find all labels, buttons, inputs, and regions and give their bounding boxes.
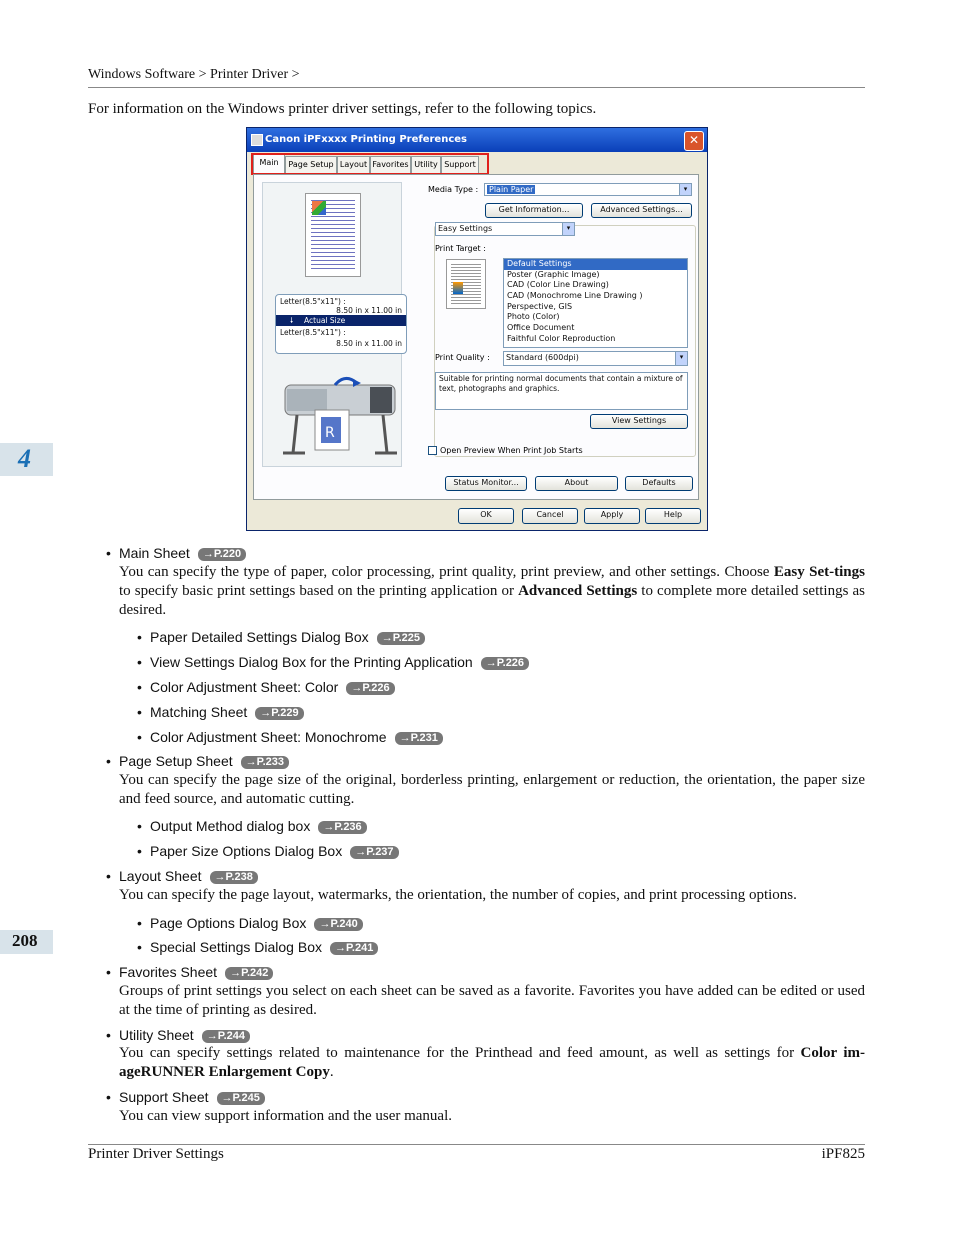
- actual-size-label: Actual Size: [304, 316, 346, 325]
- print-target-preview: [446, 259, 486, 309]
- tab-page-setup[interactable]: Page Setup: [285, 156, 337, 174]
- advanced-settings-button[interactable]: Advanced Settings...: [591, 203, 692, 218]
- ref-link[interactable]: →P.245: [217, 1092, 265, 1105]
- footer-rule: [88, 1144, 865, 1145]
- output-size-dims: 8.50 in x 11.00 in: [336, 339, 402, 348]
- output-size-label: Letter(8.5"x11") :: [280, 328, 346, 337]
- ok-button[interactable]: OK: [458, 508, 514, 524]
- sub-item-output-method: • Output Method dialog box →P.236: [137, 818, 367, 834]
- main-sheet-title: Main Sheet: [119, 545, 190, 561]
- list-item[interactable]: Poster (Graphic Image): [507, 269, 600, 279]
- ref-link[interactable]: →P.244: [202, 1030, 250, 1043]
- main-sheet-description: You can specify the type of paper, color processing, print quality, print preview, and other settings. Choose Easy Set-tings to specify basic print settings based on the printing application or Advanced Settings to complete more detailed settings as desired.: [119, 564, 865, 618]
- ref-link[interactable]: →P.237: [350, 846, 398, 859]
- ref-link[interactable]: →P.226: [481, 657, 529, 670]
- utility-item: • Utility Sheet →P.244: [106, 1027, 250, 1043]
- actual-size-row: [276, 315, 406, 326]
- sub-item-color-adjust-color: • Color Adjustment Sheet: Color →P.226: [137, 679, 395, 695]
- ref-link[interactable]: →P.241: [330, 942, 378, 955]
- sub-item-matching: • Matching Sheet →P.229: [137, 704, 304, 720]
- tab-support[interactable]: Support: [441, 156, 479, 174]
- down-arrow-icon: 🠗: [290, 316, 294, 325]
- about-button[interactable]: About: [535, 476, 618, 491]
- media-type-label: Media Type :: [428, 185, 479, 194]
- chevron-down-icon: ▾: [675, 352, 687, 365]
- tab-utility[interactable]: Utility: [411, 156, 441, 174]
- printer-icon: [251, 134, 263, 146]
- page-number: 208: [12, 931, 38, 950]
- page-setup-description: You can specify the page size of the original, borderless printing, enlargement or reduction, the orientation, the paper size and feed source, and automatic cutting.: [119, 772, 865, 807]
- list-item[interactable]: CAD (Color Line Drawing): [507, 280, 609, 290]
- sub-item-view-settings: • View Settings Dialog Box for the Printing Application →P.226: [137, 654, 529, 670]
- ref-link[interactable]: →P.229: [255, 707, 303, 720]
- print-quality-label: Print Quality :: [435, 353, 490, 362]
- page-setup-item: • Page Setup Sheet →P.233: [106, 753, 289, 769]
- list-item[interactable]: Photo (Color): [507, 312, 560, 322]
- favorites-item: • Favorites Sheet →P.242: [106, 964, 273, 980]
- list-item[interactable]: Perspective, GIS: [507, 301, 573, 311]
- footer-title: Printer Driver Settings: [88, 1146, 224, 1162]
- open-preview-label: Open Preview When Print Job Starts: [440, 446, 583, 455]
- print-quality-select[interactable]: Standard (600dpi) ▾: [503, 351, 688, 366]
- list-item[interactable]: Office Document: [507, 323, 575, 333]
- status-monitor-button[interactable]: Status Monitor...: [445, 476, 527, 491]
- view-settings-button[interactable]: View Settings: [590, 414, 688, 429]
- layout-description: You can specify the page layout, watermarks, the orientation, the number of copies, and print processing options.: [119, 887, 797, 903]
- sub-item-color-adjust-mono: • Color Adjustment Sheet: Monochrome →P.231: [137, 729, 443, 745]
- support-item: • Support Sheet →P.245: [106, 1089, 265, 1105]
- ref-link[interactable]: →P.236: [318, 821, 366, 834]
- help-button[interactable]: Help: [645, 508, 701, 524]
- intro-text: For information on the Windows printer driver settings, refer to the following topics.: [88, 101, 597, 117]
- get-information-button[interactable]: Get Information...: [485, 203, 583, 218]
- page-preview: [305, 193, 361, 277]
- cancel-button[interactable]: Cancel: [522, 508, 578, 524]
- ref-link[interactable]: →P.231: [395, 732, 443, 745]
- list-item[interactable]: CAD (Monochrome Line Drawing ): [507, 291, 643, 301]
- tab-layout[interactable]: Layout: [337, 156, 370, 174]
- layout-item: • Layout Sheet →P.238: [106, 868, 258, 884]
- open-preview-checkbox[interactable]: [428, 446, 437, 455]
- print-target-list[interactable]: [503, 258, 688, 348]
- media-type-select[interactable]: Plain Paper ▾: [484, 183, 692, 196]
- header-rule: [88, 87, 865, 88]
- sub-item-paper-detailed: • Paper Detailed Settings Dialog Box →P.225: [137, 629, 425, 645]
- close-icon[interactable]: ✕: [684, 131, 704, 151]
- main-sheet-panel: [253, 174, 699, 500]
- utility-description: You can specify settings related to maintenance for the Printhead and feed amount, as well as settings for Color im-ageRUNNER Enlargement Copy.: [119, 1045, 865, 1080]
- chevron-down-icon: ▾: [562, 223, 574, 235]
- size-info-box: [275, 294, 407, 354]
- breadcrumb: Windows Software > Printer Driver >: [88, 67, 300, 82]
- main-sheet-ref[interactable]: →P.220: [198, 548, 246, 561]
- original-size-label: Letter(8.5"x11") :: [280, 297, 346, 306]
- ref-link[interactable]: →P.226: [346, 682, 394, 695]
- svg-text:R: R: [325, 425, 335, 441]
- mode-select[interactable]: Easy Settings ▾: [435, 222, 575, 236]
- printer-illustration: [275, 365, 403, 460]
- description-box: Suitable for printing normal documents that contain a mixture of text, photographs and graphics.: [435, 372, 688, 410]
- tabs-highlight: [251, 153, 489, 175]
- sub-item-special-settings: • Special Settings Dialog Box →P.241: [137, 939, 378, 955]
- favorites-description: Groups of print settings you select on each sheet can be saved as a favorite. Favorites you have added can be edited or used at the time of printing as desired.: [119, 983, 865, 1018]
- tab-favorites[interactable]: Favorites: [370, 156, 411, 174]
- ref-link[interactable]: →P.225: [377, 632, 425, 645]
- printing-preferences-dialog: [246, 127, 708, 531]
- apply-button[interactable]: Apply: [584, 508, 640, 524]
- sub-item-paper-size-options: • Paper Size Options Dialog Box →P.237: [137, 843, 399, 859]
- ref-link[interactable]: →P.233: [241, 756, 289, 769]
- main-sheet-item: • Main Sheet →P.220: [106, 545, 246, 561]
- ref-link[interactable]: →P.238: [210, 871, 258, 884]
- sub-item-page-options: • Page Options Dialog Box →P.240: [137, 915, 363, 931]
- footer-model: iPF825: [821, 1146, 865, 1162]
- ref-link[interactable]: →P.240: [314, 918, 362, 931]
- list-item[interactable]: Faithful Color Reproduction: [507, 333, 616, 343]
- dialog-title: Canon iPFxxxx Printing Preferences: [265, 134, 467, 145]
- print-target-label: Print Target :: [435, 244, 486, 253]
- original-size-dims: 8.50 in x 11.00 in: [336, 306, 402, 315]
- chevron-down-icon: ▾: [679, 184, 691, 195]
- defaults-button[interactable]: Defaults: [625, 476, 693, 491]
- list-item[interactable]: Default Settings: [504, 259, 687, 270]
- chapter-number: 4: [18, 444, 31, 473]
- tab-main[interactable]: Main: [253, 154, 285, 174]
- support-description: You can view support information and the user manual.: [119, 1108, 452, 1124]
- ref-link[interactable]: →P.242: [225, 967, 273, 980]
- preview-area: [262, 182, 402, 467]
- dialog-titlebar: [247, 128, 707, 152]
